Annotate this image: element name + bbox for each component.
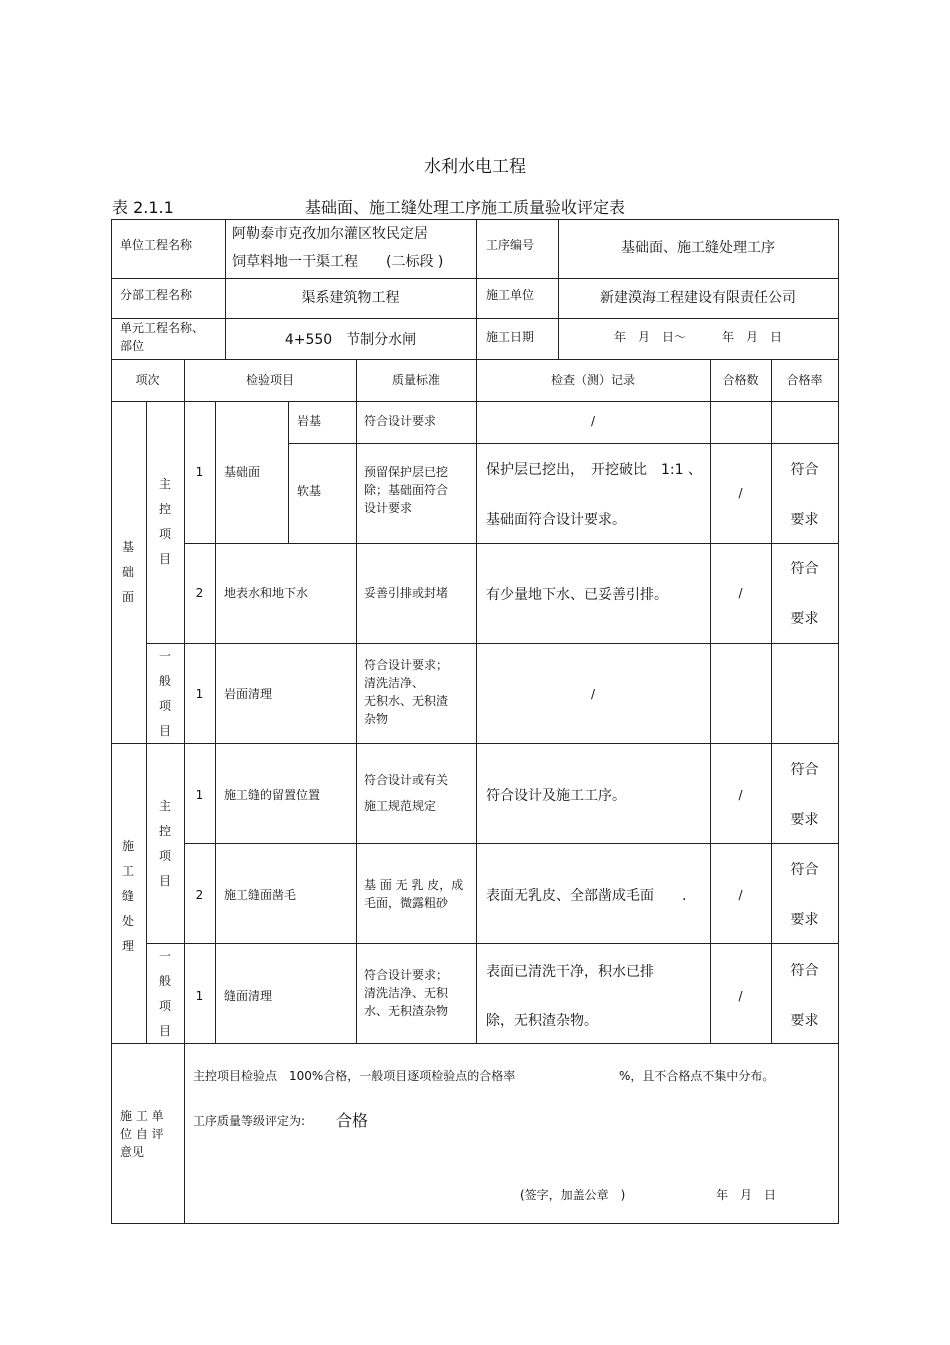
r1-rock-std: 符合设计要求 xyxy=(364,414,437,428)
r3-std-3: 无积水、无积渣 xyxy=(364,694,449,708)
r1-soft-label: 软基 xyxy=(297,484,322,498)
footer-label-3: 意见 xyxy=(120,1145,145,1159)
section-foundation: 基 础 面 xyxy=(121,540,134,604)
r2-std: 妥善引排或封堵 xyxy=(364,586,449,600)
r6-std-2: 清洗洁净、无积 xyxy=(364,986,449,1000)
r3-std-1: 符合设计要求； xyxy=(364,658,449,672)
r6-item: 缝面清理 xyxy=(224,989,273,1003)
r5-item: 施工缝面凿毛 xyxy=(224,888,297,902)
r4-item: 施工缝的留置位置 xyxy=(224,788,321,802)
r1-rate-2: 要求 xyxy=(790,512,819,528)
r5-count: / xyxy=(738,888,743,902)
r1-soft-record-2: 基础面符合设计要求。 xyxy=(486,512,626,528)
footer-line1-a: 主控项目检验点 100%合格，一般项目逐项检验点的合格率 xyxy=(193,1069,516,1083)
grade-label: 工序质量等级评定为: xyxy=(193,1114,306,1128)
main-control-label-1: 主 控 项 目 xyxy=(158,477,171,566)
r3-no: 1 xyxy=(195,687,204,701)
r4-record: 符合设计及施工工序。 xyxy=(486,788,626,804)
document-heading: 水利水电工程 xyxy=(424,157,526,177)
r3-std-4: 杂物 xyxy=(364,712,389,726)
r6-no: 1 xyxy=(195,989,204,1003)
contractor-label: 施工单位 xyxy=(486,288,535,302)
general-label-2: 一 般 项 目 xyxy=(158,949,171,1038)
section-joint: 施 工 缝 处 理 xyxy=(121,839,134,953)
col-item-order: 项次 xyxy=(135,373,160,387)
footer-line1-b: %，且不合格点不集中分布。 xyxy=(619,1069,775,1083)
unit-project-line2: 饲草料地一干渠工程 (二标段 ) xyxy=(232,254,444,270)
main-control-label-2: 主 控 项 目 xyxy=(158,799,171,888)
grade-value: 合格 xyxy=(336,1111,369,1130)
r4-rate-1: 符合 xyxy=(790,762,819,778)
r5-record: 表面无乳皮、全部凿成毛面 . xyxy=(486,888,687,904)
r2-rate-2: 要求 xyxy=(790,611,819,627)
r4-no: 1 xyxy=(195,788,204,802)
r2-rate-1: 符合 xyxy=(790,561,819,577)
r1-no: 1 xyxy=(195,465,204,479)
r1-soft-std-1: 预留保护层已挖 xyxy=(364,465,449,479)
r6-record-1: 表面已清洗干净，积水已排 xyxy=(486,964,654,980)
r5-std-2: 毛面，微露粗砂 xyxy=(364,896,449,910)
element-label-2: 部位 xyxy=(120,339,145,353)
element-value: 4+550 节制分水闸 xyxy=(284,332,417,348)
sub-project-value: 渠系建筑物工程 xyxy=(301,290,400,306)
r5-std-1: 基 面 无 乳 皮，成 xyxy=(364,878,464,892)
r1-item: 基础面 xyxy=(224,465,261,479)
r4-rate-2: 要求 xyxy=(790,812,819,828)
table-number: 表 2.1.1 xyxy=(112,198,174,217)
r3-std-2: 清洗洁净、 xyxy=(364,676,425,690)
process-no-label: 工序编号 xyxy=(486,238,535,252)
footer-sign: (签字，加盖公章 ) xyxy=(520,1188,626,1202)
r1-soft-std-2: 除；基础面符合 xyxy=(364,483,449,497)
col-inspection-item: 检验项目 xyxy=(245,373,294,387)
r4-std-1: 符合设计或有关 xyxy=(364,773,449,787)
r3-record: / xyxy=(590,687,596,701)
process-no-value: 基础面、施工缝处理工序 xyxy=(621,240,775,256)
r6-rate-2: 要求 xyxy=(790,1013,819,1029)
r2-no: 2 xyxy=(195,586,204,600)
unit-project-label: 单位工程名称 xyxy=(120,238,193,252)
footer-label-1: 施 工 单 xyxy=(120,1109,164,1123)
sub-project-label: 分部工程名称 xyxy=(120,288,193,302)
general-label-1: 一 般 项 目 xyxy=(158,649,171,738)
r1-count: / xyxy=(738,486,743,500)
col-pass-count: 合格数 xyxy=(722,373,759,387)
r6-rate-1: 符合 xyxy=(790,963,819,979)
footer-date: 年 月 日 xyxy=(716,1188,777,1202)
date-value: 年 月 日～ 年 月 日 xyxy=(613,330,782,344)
r4-count: / xyxy=(738,788,743,802)
r2-item: 地表水和地下水 xyxy=(224,586,309,600)
col-quality-standard: 质量标准 xyxy=(391,373,440,387)
r1-rate-1: 符合 xyxy=(790,462,819,478)
unit-project-line1: 阿勒泰市克孜加尔灌区牧民定居 xyxy=(232,226,428,242)
r6-count: / xyxy=(738,989,743,1003)
r6-std-1: 符合设计要求； xyxy=(364,968,449,982)
r4-std-2: 施工规范规定 xyxy=(364,799,437,813)
col-record: 检查（测）记录 xyxy=(550,373,635,387)
table-title: 基础面、施工缝处理工序施工质量验收评定表 xyxy=(305,198,626,217)
r2-record: 有少量地下水、已妥善引排。 xyxy=(486,587,668,603)
r5-rate-1: 符合 xyxy=(790,862,819,878)
contractor-value: 新建漠海工程建设有限责任公司 xyxy=(600,290,796,306)
r1-soft-std-3: 设计要求 xyxy=(364,501,413,515)
r1-rock-label: 岩基 xyxy=(297,414,322,428)
footer-label-2: 位 自 评 xyxy=(120,1127,164,1141)
r6-std-3: 水、无积渣杂物 xyxy=(364,1004,449,1018)
r5-no: 2 xyxy=(195,888,204,902)
r5-rate-2: 要求 xyxy=(790,912,819,928)
r1-soft-record-1: 保护层已挖出， 开挖破比 1:1 、 xyxy=(486,462,702,478)
r2-count: / xyxy=(738,586,743,600)
r6-record-2: 除，无积渣杂物。 xyxy=(486,1013,598,1029)
col-pass-rate: 合格率 xyxy=(786,373,823,387)
r1-rock-record: / xyxy=(590,414,596,428)
r3-item: 岩面清理 xyxy=(224,687,273,701)
date-label: 施工日期 xyxy=(486,330,535,344)
element-label-1: 单元工程名称、 xyxy=(120,321,205,335)
